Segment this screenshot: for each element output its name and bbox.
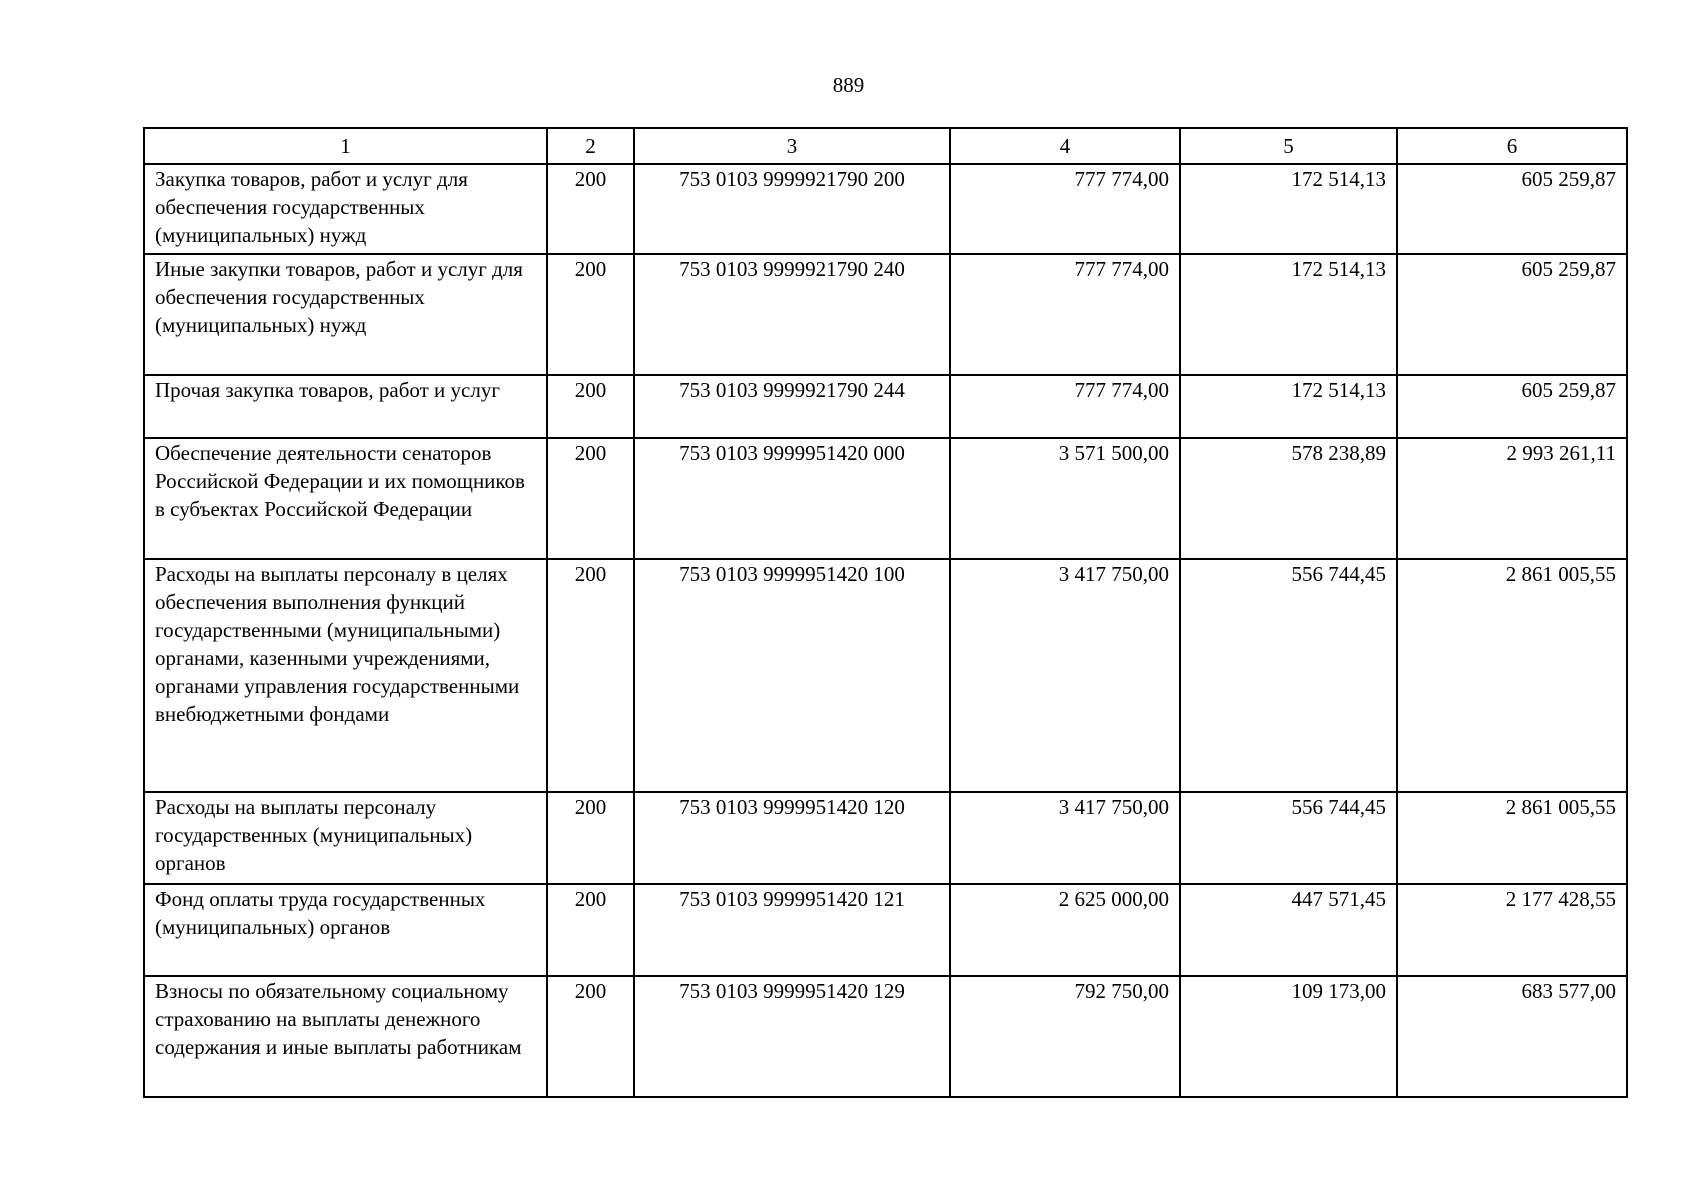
row-executed-amount: 172 514,13 [1180, 254, 1397, 375]
row-name: Взносы по обязательному социальному страхованию на выплаты денежного содержания и иные выплаты работникам [144, 976, 547, 1097]
row-name: Расходы на выплаты персоналу государственных (муниципальных) органов [144, 792, 547, 884]
row-executed-amount: 556 744,45 [1180, 792, 1397, 884]
row-line-code: 200 [547, 164, 634, 254]
row-classification-code: 753 0103 9999921790 200 [634, 164, 950, 254]
column-header-2: 2 [547, 128, 634, 164]
row-name: Фонд оплаты труда государственных (муниципальных) органов [144, 884, 547, 976]
row-approved-amount: 3 417 750,00 [950, 792, 1180, 884]
row-approved-amount: 792 750,00 [950, 976, 1180, 1097]
row-approved-amount: 2 625 000,00 [950, 884, 1180, 976]
row-unexecuted-amount: 2 177 428,55 [1397, 884, 1627, 976]
table-row [144, 375, 1627, 438]
row-unexecuted-amount: 2 993 261,11 [1397, 438, 1627, 559]
column-header-3: 3 [634, 128, 950, 164]
row-line-code: 200 [547, 792, 634, 884]
table-row [144, 884, 1627, 976]
row-name: Иные закупки товаров, работ и услуг для обеспечения государственных (муниципальных) нужд [144, 254, 547, 375]
table-row [144, 254, 1627, 375]
column-header-5: 5 [1180, 128, 1397, 164]
row-executed-amount: 172 514,13 [1180, 375, 1397, 438]
row-unexecuted-amount: 605 259,87 [1397, 375, 1627, 438]
row-classification-code: 753 0103 9999951420 120 [634, 792, 950, 884]
header-row [144, 128, 1627, 164]
row-classification-code: 753 0103 9999951420 121 [634, 884, 950, 976]
row-unexecuted-amount: 2 861 005,55 [1397, 792, 1627, 884]
row-approved-amount: 3 571 500,00 [950, 438, 1180, 559]
row-executed-amount: 556 744,45 [1180, 559, 1397, 792]
column-header-4: 4 [950, 128, 1180, 164]
row-unexecuted-amount: 605 259,87 [1397, 164, 1627, 254]
row-name: Расходы на выплаты персоналу в целях обеспечения выполнения функций государственными (муниципальными) органами, казенными учреждениями, органами управления государственными внебюджетными фондами [144, 559, 547, 792]
row-approved-amount: 3 417 750,00 [950, 559, 1180, 792]
budget-execution-table [143, 127, 1628, 1098]
row-executed-amount: 447 571,45 [1180, 884, 1397, 976]
row-unexecuted-amount: 2 861 005,55 [1397, 559, 1627, 792]
row-unexecuted-amount: 605 259,87 [1397, 254, 1627, 375]
row-classification-code: 753 0103 9999921790 240 [634, 254, 950, 375]
row-classification-code: 753 0103 9999951420 129 [634, 976, 950, 1097]
table-row [144, 792, 1627, 884]
row-line-code: 200 [547, 254, 634, 375]
row-approved-amount: 777 774,00 [950, 375, 1180, 438]
row-approved-amount: 777 774,00 [950, 164, 1180, 254]
row-classification-code: 753 0103 9999951420 000 [634, 438, 950, 559]
row-line-code: 200 [547, 375, 634, 438]
table-row [144, 976, 1627, 1097]
row-approved-amount: 777 774,00 [950, 254, 1180, 375]
row-name: Прочая закупка товаров, работ и услуг [144, 375, 547, 438]
row-line-code: 200 [547, 559, 634, 792]
page-number: 889 [832, 73, 865, 97]
row-unexecuted-amount: 683 577,00 [1397, 976, 1627, 1097]
table-row [144, 438, 1627, 559]
row-line-code: 200 [547, 976, 634, 1097]
row-classification-code: 753 0103 9999921790 244 [634, 375, 950, 438]
row-classification-code: 753 0103 9999951420 100 [634, 559, 950, 792]
table-row [144, 559, 1627, 792]
row-name: Обеспечение деятельности сенаторов Российской Федерации и их помощников в субъектах Российской Федерации [144, 438, 547, 559]
column-header-1: 1 [144, 128, 547, 164]
row-name: Закупка товаров, работ и услуг для обеспечения государственных (муниципальных) нужд [144, 164, 547, 254]
column-header-6: 6 [1397, 128, 1627, 164]
row-line-code: 200 [547, 438, 634, 559]
row-executed-amount: 578 238,89 [1180, 438, 1397, 559]
row-executed-amount: 109 173,00 [1180, 976, 1397, 1097]
table-row [144, 164, 1627, 254]
row-executed-amount: 172 514,13 [1180, 164, 1397, 254]
row-line-code: 200 [547, 884, 634, 976]
